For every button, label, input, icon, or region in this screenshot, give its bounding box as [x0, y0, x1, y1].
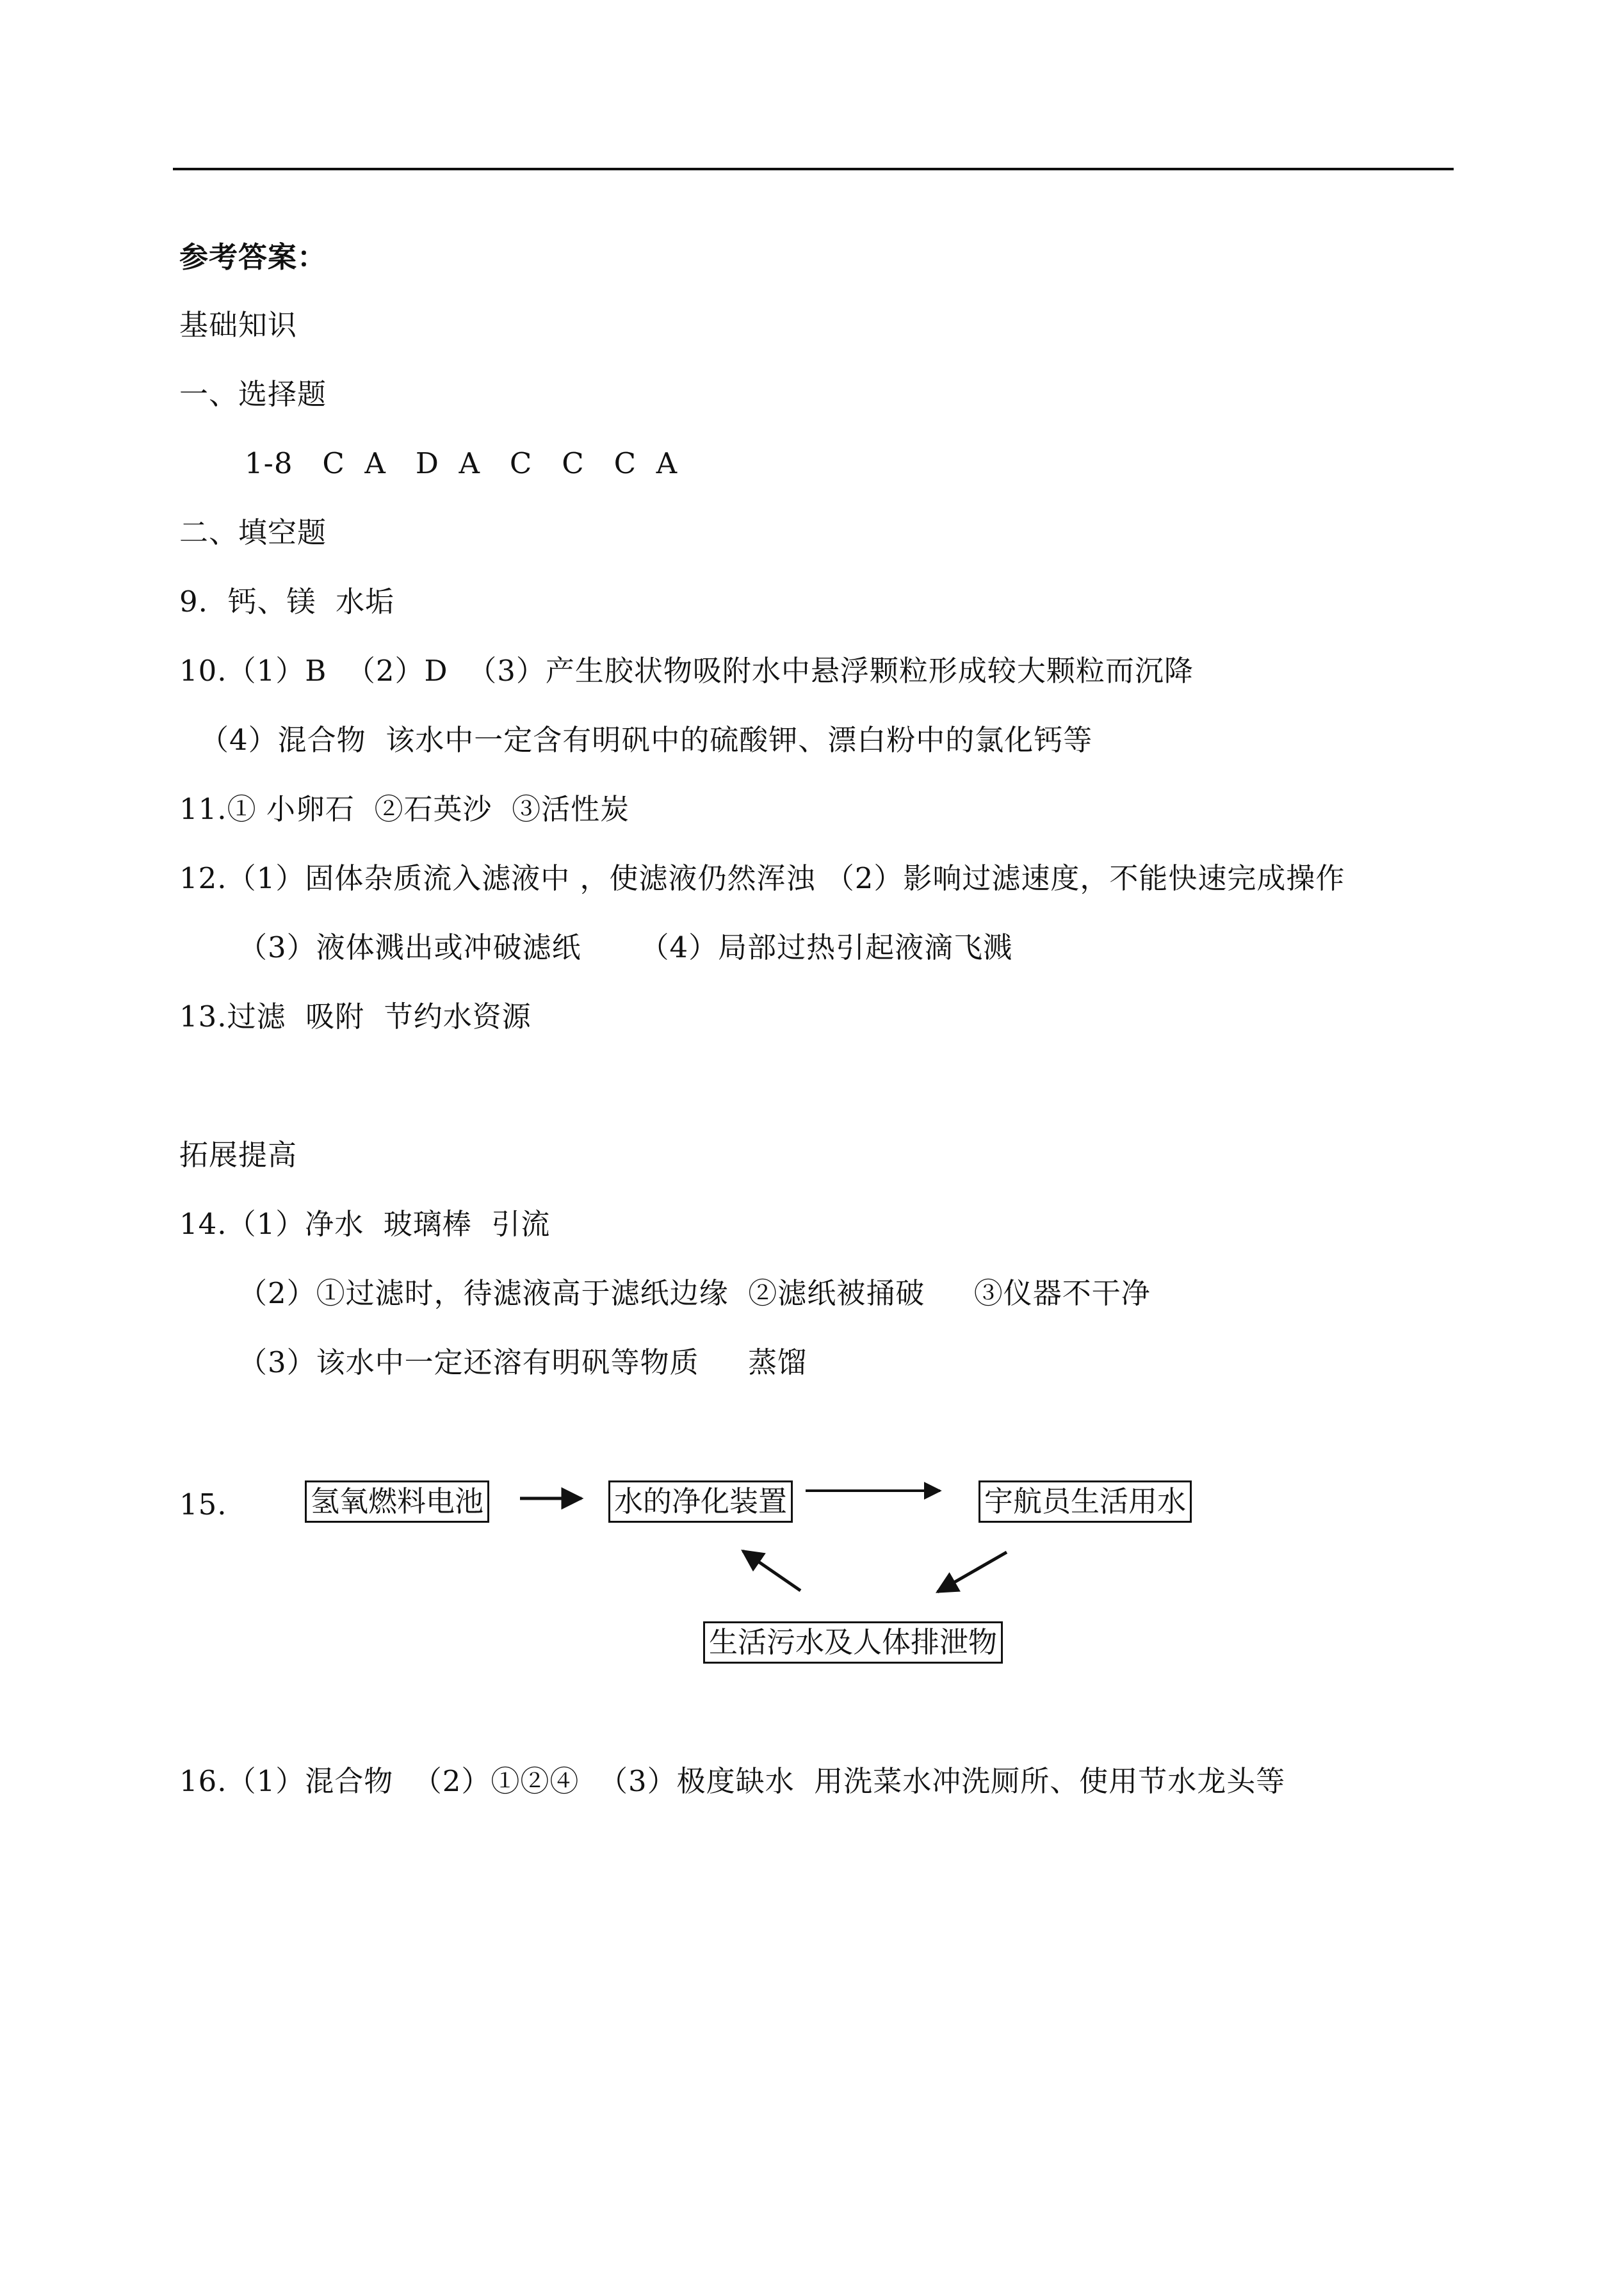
answer-title: 参考答案：: [179, 240, 327, 274]
section-advanced-heading: 拓展提高: [179, 1138, 298, 1172]
part2-heading: 二、填空题: [179, 515, 327, 549]
answer-q13: 13.过滤 吸附 节约水资源: [179, 1000, 532, 1034]
answer-q16: 16.（1）混合物 （2）①②④ （3）极度缺水 用洗菜水冲洗厕所、使用节水龙头等: [179, 1764, 1286, 1798]
answer-q9: 9. 钙、镁 水垢: [179, 585, 395, 619]
diagram-box-fuel-cell: 氢氧燃料电池: [305, 1480, 489, 1523]
answer-q14-line2: （2）①过滤时，待滤液高于滤纸边缘 ②滤纸被捅破 ③仪器不干净: [238, 1276, 1151, 1310]
part1-heading: 一、选择题: [179, 377, 327, 411]
section-basic-heading: 基础知识: [179, 308, 298, 342]
answer-q12-line2: （3）液体溅出或冲破滤纸 （4）局部过热引起液滴飞溅: [238, 930, 1013, 964]
answer-q14-line3: （3）该水中一定还溶有明矾等物质 蒸馏: [238, 1345, 808, 1379]
diagram-box-wastewater: 生活污水及人体排泄物: [703, 1621, 1003, 1664]
diagram-box-astronaut-water: 宇航员生活用水: [978, 1480, 1192, 1523]
answer-q14-line1: 14.（1）净水 玻璃棒 引流: [179, 1207, 551, 1241]
answer-q10-line2: （4）混合物 该水中一定含有明矾中的硫酸钾、漂白粉中的氯化钙等: [200, 723, 1093, 757]
answer-q15-label: 15.: [179, 1488, 227, 1521]
answer-q12-line1: 12.（1）固体杂质流入滤液中 ，使滤液仍然浑浊 （2）影响过滤速度，不能快速完成操作: [179, 861, 1345, 895]
answer-q11: 11.① 小卵石 ②石英沙 ③活性炭: [179, 792, 630, 826]
arrow-wastewater-to-purifier: [743, 1551, 800, 1591]
diagram-box-purifier: 水的净化装置: [608, 1480, 793, 1523]
answer-q1-8: 1-8 C A D A C C C A: [245, 446, 678, 480]
answer-q10-line1: 10.（1）B （2）D （3）产生胶状物吸附水中悬浮颗粒形成较大颗粒而沉降: [179, 654, 1194, 688]
arrow-astronaut-to-wastewater: [938, 1552, 1007, 1592]
